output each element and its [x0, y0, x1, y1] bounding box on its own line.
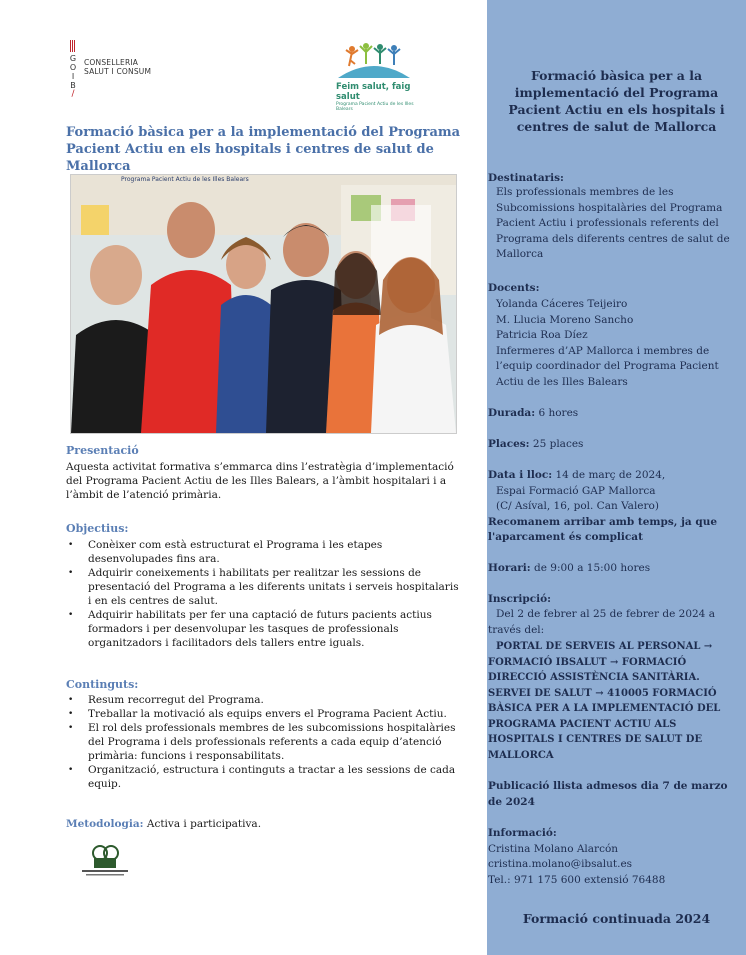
metodologia-label: Metodologia:	[66, 818, 144, 830]
durada-value: 6 hores	[538, 407, 579, 419]
docents-role: Infermeres d’AP Mallorca i membres de l’equip coordinador del Programa Pacient Actiu de les Illes Balears	[496, 344, 719, 388]
places	[488, 437, 738, 453]
feim-title: Feim salut, faig salut	[336, 82, 411, 102]
docents-list	[488, 297, 738, 390]
list-item: • El rol dels professionals membres de les subcomissions hospitalàries del Programa i dels professionals referents a cada equip d’atenció primària: funcions i responsabilitats.	[66, 721, 461, 763]
metodologia-value: Activa i participativa.	[146, 818, 262, 830]
docent-name: M. Llucia Moreno Sancho	[496, 313, 634, 326]
objectius-heading: Objectius:	[66, 522, 129, 535]
photo-banner: Programa Pacient Actiu de les Illes Balears	[121, 176, 249, 183]
group-photo-image	[71, 175, 456, 433]
destinataris-label: Destinataris:	[488, 172, 564, 184]
address-line: (C/ Asíval, 16, pol. Can Valero)	[496, 500, 659, 512]
inscripcio-path: PORTAL DE SERVEIS AL PERSONAL → FORMACIÓ IBSALUT → FORMACIÓ DIRECCIÓ ASSISTÈNCIA SANITÀRIA. SERVEI DE SALUT → 410005 FORMACIÓ BÀSICA PER A LA IMPLEMENTACIÓ DEL PROGRAMA PACIENT ACTIU ALS HOSPITALS I CENTRES DE SALUT DE MALLORCA	[488, 641, 721, 761]
contact-email[interactable]: cristina.molano@ibsalut.es	[488, 858, 633, 870]
page-title: Formació bàsica per a la implementació del Programa Pacient Actiu en els hospitals i centres de salut de Mallorca	[66, 125, 461, 174]
places-label: Places:	[488, 438, 530, 450]
goib-logo	[68, 40, 151, 99]
objectius-list	[66, 538, 461, 650]
presentacio-text: Aquesta activitat formativa s’emmarca dins l’estratègia d’implementació del Programa Pacient Actiu de les Illes Balears, a l’àmbit hospitalari i a l’àmbit de l’atenció primària.	[66, 461, 454, 501]
list-item: • Adquirir coneixements i habilitats per realitzar les sessions de presentació del Programa a les diferents unitats i serveis hospitalaris i en els centres de salut.	[66, 566, 461, 608]
list-item: • Organització, estructura i continguts a tractar a les sessions de cada equip.	[66, 763, 461, 791]
contact-phone: Tel.: 971 175 600 extensió 76488	[488, 873, 666, 886]
group-photo	[70, 174, 457, 434]
presentacio-heading: Presentació	[66, 444, 139, 457]
docent-name: Patricia Roa Díez	[496, 329, 588, 341]
inscripcio-label: Inscripció:	[488, 593, 551, 605]
footer-text: Formació continuada 2024	[522, 911, 711, 926]
places-value: 25 places	[532, 438, 584, 450]
sidebar-title: Formació bàsica per a la implementació del Programa Pacient Actiu en els hospitals i centres de salut de Mallorca	[508, 68, 725, 134]
feim-salut-logo	[336, 40, 431, 112]
horari-value: de 9:00 a 15:00 hores	[534, 562, 651, 574]
destinataris-text: Els professionals membres de les Subcomissions hospitalàries del Programa Pacient Actiu i professionals referents del Programa dels diferents centres de salut de Mallorca	[496, 186, 730, 260]
inscripcio-text: Del 2 de febrer al 25 de febrer de 2024 a través del:	[488, 608, 715, 636]
informacio	[488, 826, 738, 888]
horari-label: Horari:	[488, 562, 531, 574]
lloc-line: Espai Formació GAP Mallorca	[496, 484, 656, 497]
institution-seal-icon	[80, 842, 130, 878]
goib-letters: G O I B /	[68, 40, 78, 99]
continguts-heading: Continguts:	[66, 678, 139, 691]
contact-name: Cristina Molano Alarcón	[488, 842, 619, 855]
durada	[488, 406, 738, 422]
list-item: • Resum recorregut del Programa.	[66, 693, 461, 707]
informacio-label: Informació:	[488, 827, 557, 839]
docents-label: Docents:	[488, 282, 540, 294]
data-lloc	[488, 468, 738, 546]
conselleria-text: CONSELLERIA SALUT I CONSUM	[84, 58, 152, 76]
data-lloc-label: Data i lloc:	[488, 469, 553, 481]
docent-name: Yolanda Cáceres Teijeiro	[496, 298, 628, 310]
continguts-list	[66, 693, 461, 791]
publicacio-text: Publicació llista admesos dia 7 de marzo de 2024	[488, 780, 728, 808]
people-globe-icon	[336, 40, 412, 80]
data-lloc-value: 14 de març de 2024,	[555, 469, 666, 481]
list-item: • Adquirir habilitats per fer una captació de futurs pacients actius formadors i per desenvolupar les tasques de professionals organitzadors i facilitadors dels tallers entre iguals.	[66, 608, 461, 650]
list-item: • Treballar la motivació als equips envers el Programa Pacient Actiu.	[66, 707, 461, 721]
horari	[488, 561, 738, 577]
feim-subtitle: Programa Pacient Actiu de les Illes Balears	[336, 102, 414, 112]
arrival-note: Recomanem arribar amb temps, ja que l'aparcament és complicat	[488, 515, 718, 543]
goib-slash-icon: /	[71, 89, 75, 99]
list-item: • Conèixer com està estructurat el Programa i les etapes desenvolupades fins ara.	[66, 538, 461, 566]
metodologia	[66, 818, 261, 830]
durada-label: Durada:	[488, 407, 536, 419]
goib-flag-icon	[70, 40, 76, 52]
